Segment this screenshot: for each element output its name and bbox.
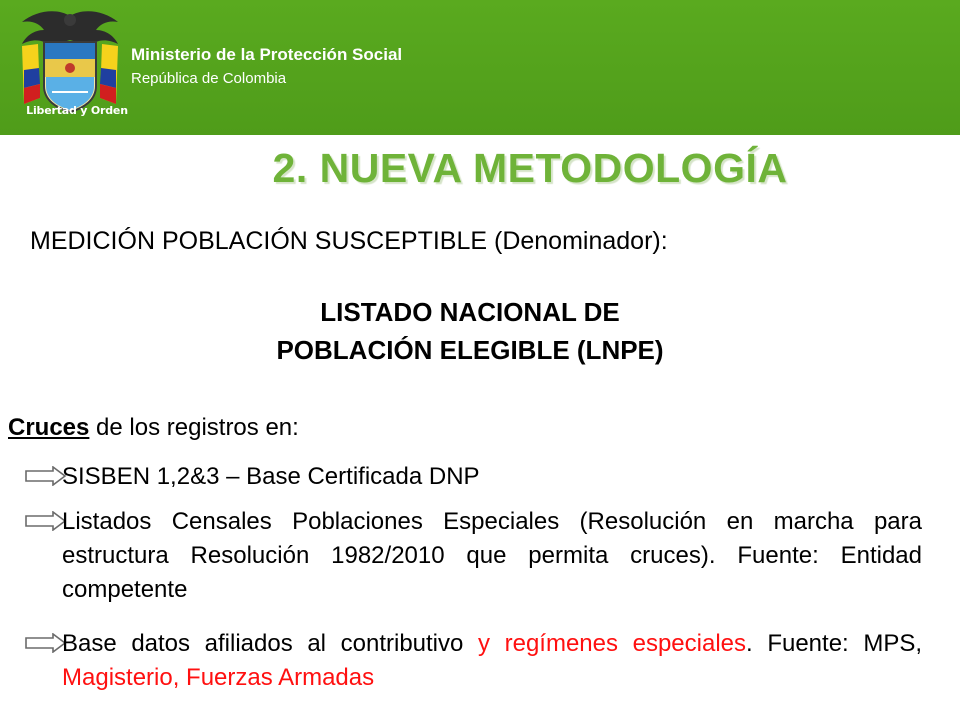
- slide-subtitle: MEDICIÓN POBLACIÓN SUSCEPTIBLE (Denominador):: [30, 227, 668, 255]
- arrow-bullet-icon: [25, 511, 67, 531]
- header-banner: [0, 0, 960, 135]
- cruces-intro: [8, 414, 299, 442]
- crest-motto: Libertad y Orden: [26, 104, 128, 117]
- arrow-bullet-icon: [25, 466, 67, 486]
- lnpe-heading: [0, 293, 940, 369]
- republic-name: República de Colombia: [131, 70, 287, 87]
- arrow-bullet-icon: [25, 633, 67, 653]
- slide-title: 2. NUEVA METODOLOGÍA: [272, 145, 788, 191]
- header-background: [0, 0, 960, 135]
- list-item: Listados Censales Poblaciones Especiales (Resolución en marcha para estructura Resolución 1982/2010 que permita cruces). Fuente: Entidad competente: [62, 508, 922, 603]
- list-item: SISBEN 1,2&3 – Base Certificada DNP: [62, 463, 480, 490]
- lnpe-line-2: POBLACIÓN ELEGIBLE (LNPE): [276, 335, 664, 365]
- item-highlight: Magisterio, Fuerzas Armadas: [62, 664, 375, 691]
- item-text: Base datos afiliados al contributivo: [62, 630, 478, 657]
- list-item: [62, 627, 922, 695]
- cruces-label: Cruces: [8, 414, 90, 441]
- ministry-name: Ministerio de la Protección Social: [131, 45, 403, 64]
- item-text: . Fuente: MPS,: [746, 630, 923, 657]
- lnpe-line-1: LISTADO NACIONAL DE: [320, 297, 620, 327]
- item-highlight: y regímenes especiales: [477, 630, 747, 657]
- cruces-rest: de los registros en:: [89, 414, 299, 441]
